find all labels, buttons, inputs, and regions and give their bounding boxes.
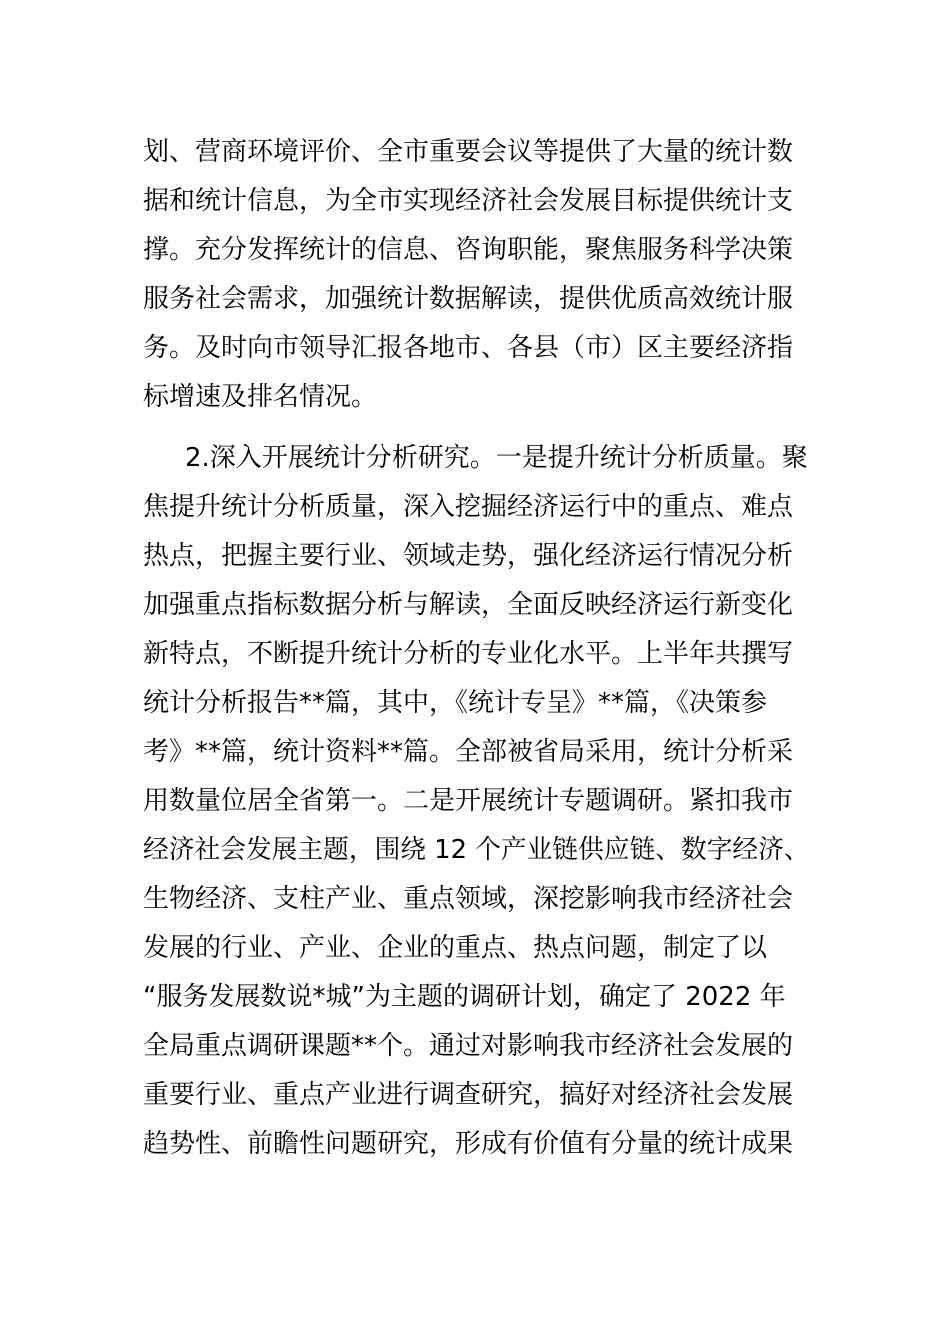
text-line: 用数量位居全省第一。二是开展统计专题调研。紧扣我市	[143, 786, 794, 816]
text-line: 焦提升统计分析质量，深入挖掘经济运行中的重点、难点	[143, 492, 794, 522]
text-line: 全局重点调研课题**个。通过对影响我市经济社会发展的	[143, 1031, 794, 1061]
text-line: 生物经济、支柱产业、重点领域，深挖影响我市经济社会	[143, 884, 794, 914]
text-line: 服务社会需求，加强统计数据解读，提供优质高效统计服	[143, 284, 794, 314]
text-line: 务。及时向市领导汇报各地市、各县（市）区主要经济指	[143, 333, 794, 363]
text-line: 撑。充分发挥统计的信息、咨询职能，聚焦服务科学决策	[143, 235, 794, 265]
text-line: 重要行业、重点产业进行调查研究，搞好对经济社会发展	[143, 1080, 794, 1110]
text-line: 经济社会发展主题，围绕 12 个产业链供应链、数字经济、	[143, 835, 810, 865]
text-line: 划、营商环境评价、全市重要会议等提供了大量的统计数	[143, 137, 794, 167]
text-line: “服务发展数说*城”为主题的调研计划，确定了 2022 年	[143, 982, 786, 1012]
text-line: 2.深入开展统计分析研究。一是提升统计分析质量。聚	[185, 443, 808, 473]
text-line: 新特点，不断提升统计分析的专业化水平。上半年共撰写	[143, 639, 794, 669]
text-line: 据和统计信息，为全市实现经济社会发展目标提供统计支	[143, 186, 794, 216]
text-line: 标增速及排名情况。	[143, 382, 378, 412]
text-line: 加强重点指标数据分析与解读，全面反映经济运行新变化	[143, 590, 794, 620]
text-line: 发展的行业、产业、企业的重点、热点问题，制定了以	[143, 933, 768, 963]
text-line: 趋势性、前瞻性问题研究，形成有价值有分量的统计成果	[143, 1129, 794, 1159]
text-line: 热点，把握主要行业、领域走势，强化经济运行情况分析	[143, 541, 794, 571]
text-line: 统计分析报告**篇，其中，《统计专呈》**篇，《决策参	[143, 688, 768, 718]
text-line: 考》**篇，统计资料**篇。全部被省局采用，统计分析采	[143, 737, 794, 767]
